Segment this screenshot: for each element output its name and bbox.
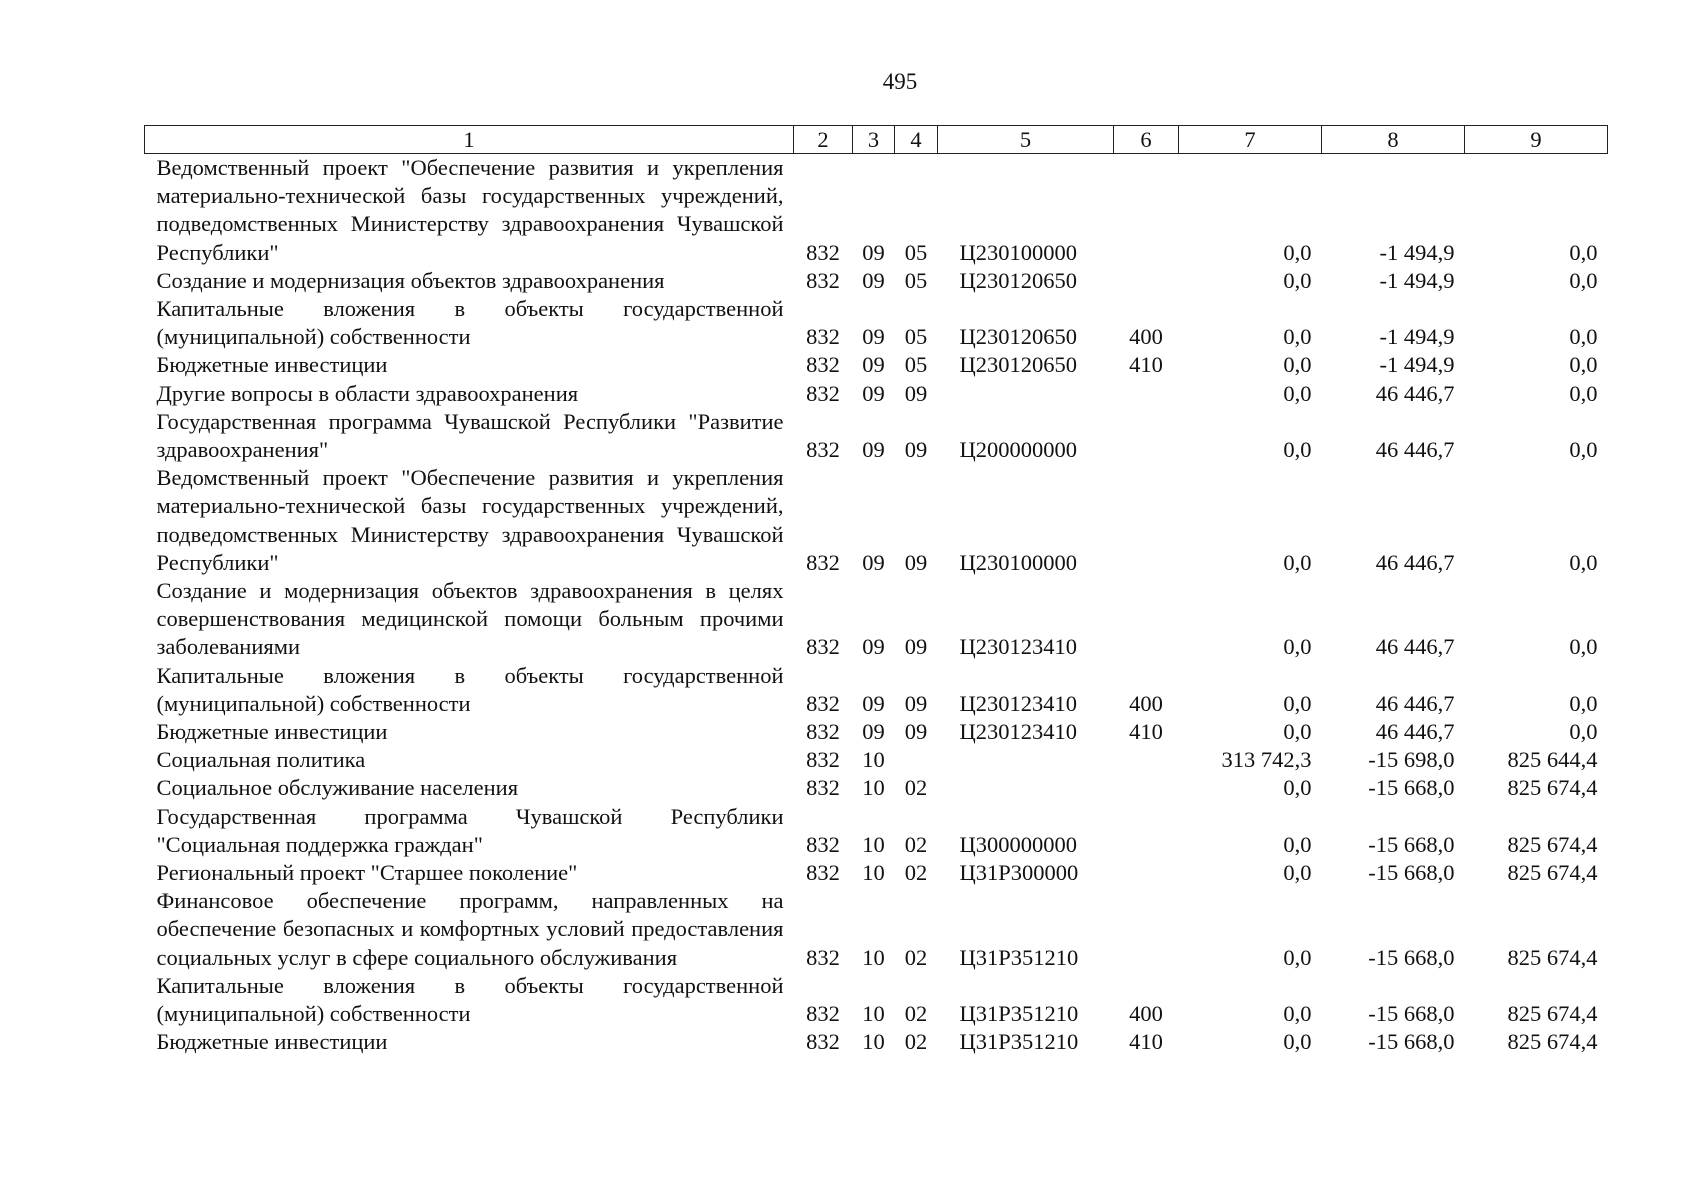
cell-expense-type: 410 [1129,719,1163,745]
cell-subsection-code: 09 [904,634,928,660]
cell-ministry-code: 832 [806,944,840,970]
cell-target-item: Ц230123410 [959,719,1077,745]
cell-ministry-code: 832 [806,549,840,575]
cell-expense-type [1114,577,1179,662]
cell-value-9: 0,0 [1569,437,1598,463]
cell-expense-type [1114,154,1179,267]
column-header-2: 2 [794,126,853,154]
cell-target-item [938,380,1114,408]
cell-value-9: 0,0 [1569,690,1598,716]
cell-subsection-code: 02 [904,944,928,970]
cell-target-item: Ц230100000 [959,239,1077,265]
cell-section-code: 10 [862,1001,885,1027]
cell-value-7: 0,0 [1283,719,1312,745]
table-row [145,662,1608,718]
cell-section-code: 09 [862,690,885,716]
cell-target-item: Ц31Р351210 [959,1029,1079,1055]
cell-expense-type: 400 [1129,690,1163,716]
cell-expense-type [1114,464,1179,577]
cell-value-7: 0,0 [1283,324,1312,350]
cell-ministry-code: 832 [806,352,840,378]
cell-value-7: 0,0 [1283,549,1312,575]
row-name: Капитальные вложения в объекты государственной (муниципальной) собственности [156,662,784,716]
cell-target-item: Ц230100000 [959,549,1077,575]
cell-value-8: -15 668,0 [1368,1001,1455,1027]
cell-subsection-code: 02 [904,831,928,857]
cell-section-code: 09 [862,437,885,463]
table-row [145,972,1608,1028]
row-name: Финансовое обеспечение программ, направленных на обеспечение безопасных и комфортных условий предоставления социальных услуг в сфере социального обслуживания [156,888,784,970]
cell-subsection-code: 02 [904,1001,928,1027]
column-header-8: 8 [1322,126,1465,154]
cell-target-item: Ц230120650 [959,267,1077,293]
cell-subsection-code: 02 [904,860,928,886]
table-body [145,154,1608,1057]
cell-value-8: -1 494,9 [1379,352,1455,378]
table-row [145,718,1608,746]
cell-ministry-code: 832 [806,775,840,801]
cell-section-code: 09 [862,352,885,378]
cell-section-code: 10 [862,1029,885,1055]
cell-value-8: -15 668,0 [1368,775,1455,801]
cell-value-7: 313 742,3 [1221,747,1312,773]
cell-value-9: 0,0 [1569,324,1598,350]
cell-ministry-code: 832 [806,690,840,716]
cell-ministry-code: 832 [806,437,840,463]
cell-value-9: 825 674,4 [1507,775,1598,801]
cell-expense-type [1114,774,1179,802]
table-row [145,154,1608,267]
cell-value-9: 825 674,4 [1507,1001,1598,1027]
cell-subsection-code: 02 [904,775,928,801]
row-name: Ведомственный проект "Обеспечение развития и укрепления материально-технической базы государственных учреждений, подведомственных Министерству здравоохранения Чувашской Республики" [156,155,784,265]
cell-ministry-code: 832 [806,239,840,265]
cell-target-item: Ц31Р351210 [959,1001,1079,1027]
cell-ministry-code: 832 [806,267,840,293]
table-row [145,267,1608,295]
cell-ministry-code: 832 [806,1029,840,1055]
cell-expense-type [1114,380,1179,408]
cell-value-7: 0,0 [1283,860,1312,886]
cell-section-code: 09 [862,267,885,293]
table-row [145,803,1608,859]
cell-ministry-code: 832 [806,719,840,745]
cell-target-item: Ц31Р351210 [959,944,1079,970]
row-name: Региональный проект "Старшее поколение" [156,860,578,886]
cell-section-code: 10 [862,860,885,886]
cell-value-9: 0,0 [1569,634,1598,660]
cell-subsection-code: 09 [904,690,928,716]
cell-subsection-code: 09 [904,380,928,406]
cell-section-code: 10 [862,944,885,970]
cell-subsection-code: 09 [904,719,928,745]
row-name: Бюджетные инвестиции [156,719,388,745]
cell-subsection-code: 05 [904,324,928,350]
cell-value-9: 825 674,4 [1507,831,1598,857]
cell-value-7: 0,0 [1283,944,1312,970]
cell-subsection-code: 09 [904,437,928,463]
budget-table [144,125,1608,1057]
cell-value-9: 825 674,4 [1507,860,1598,886]
row-name: Ведомственный проект "Обеспечение развития и укрепления материально-технической базы государственных учреждений, подведомственных Министерству здравоохранения Чувашской Республики" [156,465,784,575]
cell-section-code: 09 [862,239,885,265]
cell-ministry-code: 832 [806,380,840,406]
cell-value-7: 0,0 [1283,380,1312,406]
table-row [145,295,1608,351]
table-row [145,464,1608,577]
cell-target-item [938,746,1114,774]
cell-ministry-code: 832 [806,831,840,857]
cell-value-8: -15 698,0 [1368,747,1455,773]
cell-value-9: 825 674,4 [1507,1029,1598,1055]
cell-value-8: 46 446,7 [1375,690,1455,716]
cell-section-code: 10 [862,831,885,857]
cell-section-code: 09 [862,324,885,350]
cell-value-8: 46 446,7 [1375,380,1455,406]
table-row [145,577,1608,662]
cell-target-item: Ц230123410 [959,690,1077,716]
cell-expense-type: 410 [1129,1029,1163,1055]
table-row [145,351,1608,379]
cell-value-8: -15 668,0 [1368,1029,1455,1055]
cell-target-item: Ц230120650 [959,324,1077,350]
cell-subsection-code [895,746,938,774]
row-name: Государственная программа Чувашской Республики "Развитие здравоохранения" [156,408,784,463]
cell-expense-type: 400 [1129,1001,1163,1027]
cell-value-8: 46 446,7 [1375,549,1455,575]
cell-value-8: -1 494,9 [1379,324,1455,350]
cell-value-8: 46 446,7 [1375,634,1455,660]
row-name: Создание и модернизация объектов здравоохранения [156,267,665,293]
cell-value-7: 0,0 [1283,239,1312,265]
cell-expense-type [1114,887,1179,972]
column-header-1: 1 [145,126,794,154]
cell-value-8: -15 668,0 [1368,944,1455,970]
cell-target-item: Ц200000000 [959,437,1077,463]
cell-value-8: -15 668,0 [1368,860,1455,886]
cell-ministry-code: 832 [806,747,840,773]
table-row [145,859,1608,887]
cell-value-7: 0,0 [1283,1001,1312,1027]
cell-ministry-code: 832 [806,860,840,886]
cell-target-item: Ц230123410 [959,634,1077,660]
cell-target-item: Ц300000000 [959,831,1077,857]
cell-target-item: Ц31Р300000 [959,860,1079,886]
cell-subsection-code: 09 [904,549,928,575]
cell-value-9: 0,0 [1569,380,1598,406]
row-name: Бюджетные инвестиции [156,1029,388,1055]
cell-ministry-code: 832 [806,1001,840,1027]
cell-expense-type [1114,408,1179,464]
cell-section-code: 09 [862,634,885,660]
cell-section-code: 10 [862,775,885,801]
cell-subsection-code: 05 [904,267,928,293]
cell-expense-type [1114,803,1179,859]
row-name: Социальное обслуживание населения [156,775,519,801]
cell-value-7: 0,0 [1283,831,1312,857]
cell-value-7: 0,0 [1283,352,1312,378]
table-row [145,774,1608,802]
cell-value-8: 46 446,7 [1375,437,1455,463]
cell-value-7: 0,0 [1283,775,1312,801]
cell-value-9: 0,0 [1569,239,1598,265]
table-row [145,746,1608,774]
row-name: Бюджетные инвестиции [156,352,388,378]
cell-value-7: 0,0 [1283,1029,1312,1055]
cell-value-8: -1 494,9 [1379,239,1455,265]
column-header-6: 6 [1114,126,1179,154]
cell-value-8: -1 494,9 [1379,267,1455,293]
cell-expense-type [1114,859,1179,887]
table-row [145,887,1608,972]
column-header-4: 4 [895,126,938,154]
cell-value-7: 0,0 [1283,437,1312,463]
cell-value-9: 825 644,4 [1507,747,1598,773]
row-name: Капитальные вложения в объекты государственной (муниципальной) собственности [156,296,784,350]
table-row [145,1028,1608,1056]
cell-section-code: 10 [862,747,885,773]
cell-section-code: 09 [862,549,885,575]
row-name: Государственная программа Чувашской Республики "Социальная поддержка граждан" [156,803,784,857]
cell-subsection-code: 02 [904,1029,928,1055]
row-name: Социальная политика [156,747,366,773]
page-number: 495 [882,69,918,94]
cell-value-7: 0,0 [1283,267,1312,293]
cell-expense-type [1114,746,1179,774]
cell-value-9: 0,0 [1569,549,1598,575]
cell-value-9: 825 674,4 [1507,944,1598,970]
cell-value-8: -15 668,0 [1368,831,1455,857]
cell-value-8: 46 446,7 [1375,719,1455,745]
row-name: Создание и модернизация объектов здравоохранения в целях совершенствования медицинской помощи больным прочими заболеваниями [156,578,784,660]
cell-expense-type: 410 [1129,352,1163,378]
cell-target-item [938,774,1114,802]
table-row [145,380,1608,408]
table-header [145,126,1608,154]
cell-ministry-code: 832 [806,634,840,660]
column-header-3: 3 [853,126,895,154]
column-header-9: 9 [1465,126,1608,154]
cell-expense-type [1114,267,1179,295]
column-header-5: 5 [938,126,1114,154]
header-row [145,126,1608,154]
row-name: Другие вопросы в области здравоохранения [156,380,579,406]
column-header-7: 7 [1179,126,1322,154]
cell-subsection-code: 05 [904,239,928,265]
table-row [145,408,1608,464]
row-name: Капитальные вложения в объекты государственной (муниципальной) собственности [156,972,784,1027]
cell-subsection-code: 05 [904,352,928,378]
cell-value-7: 0,0 [1283,634,1312,660]
cell-section-code: 09 [862,380,885,406]
cell-ministry-code: 832 [806,324,840,350]
cell-value-9: 0,0 [1569,267,1598,293]
cell-value-7: 0,0 [1283,690,1312,716]
cell-section-code: 09 [862,719,885,745]
cell-value-9: 0,0 [1569,352,1598,378]
cell-value-9: 0,0 [1569,719,1598,745]
cell-target-item: Ц230120650 [959,352,1077,378]
cell-expense-type: 400 [1129,324,1163,350]
